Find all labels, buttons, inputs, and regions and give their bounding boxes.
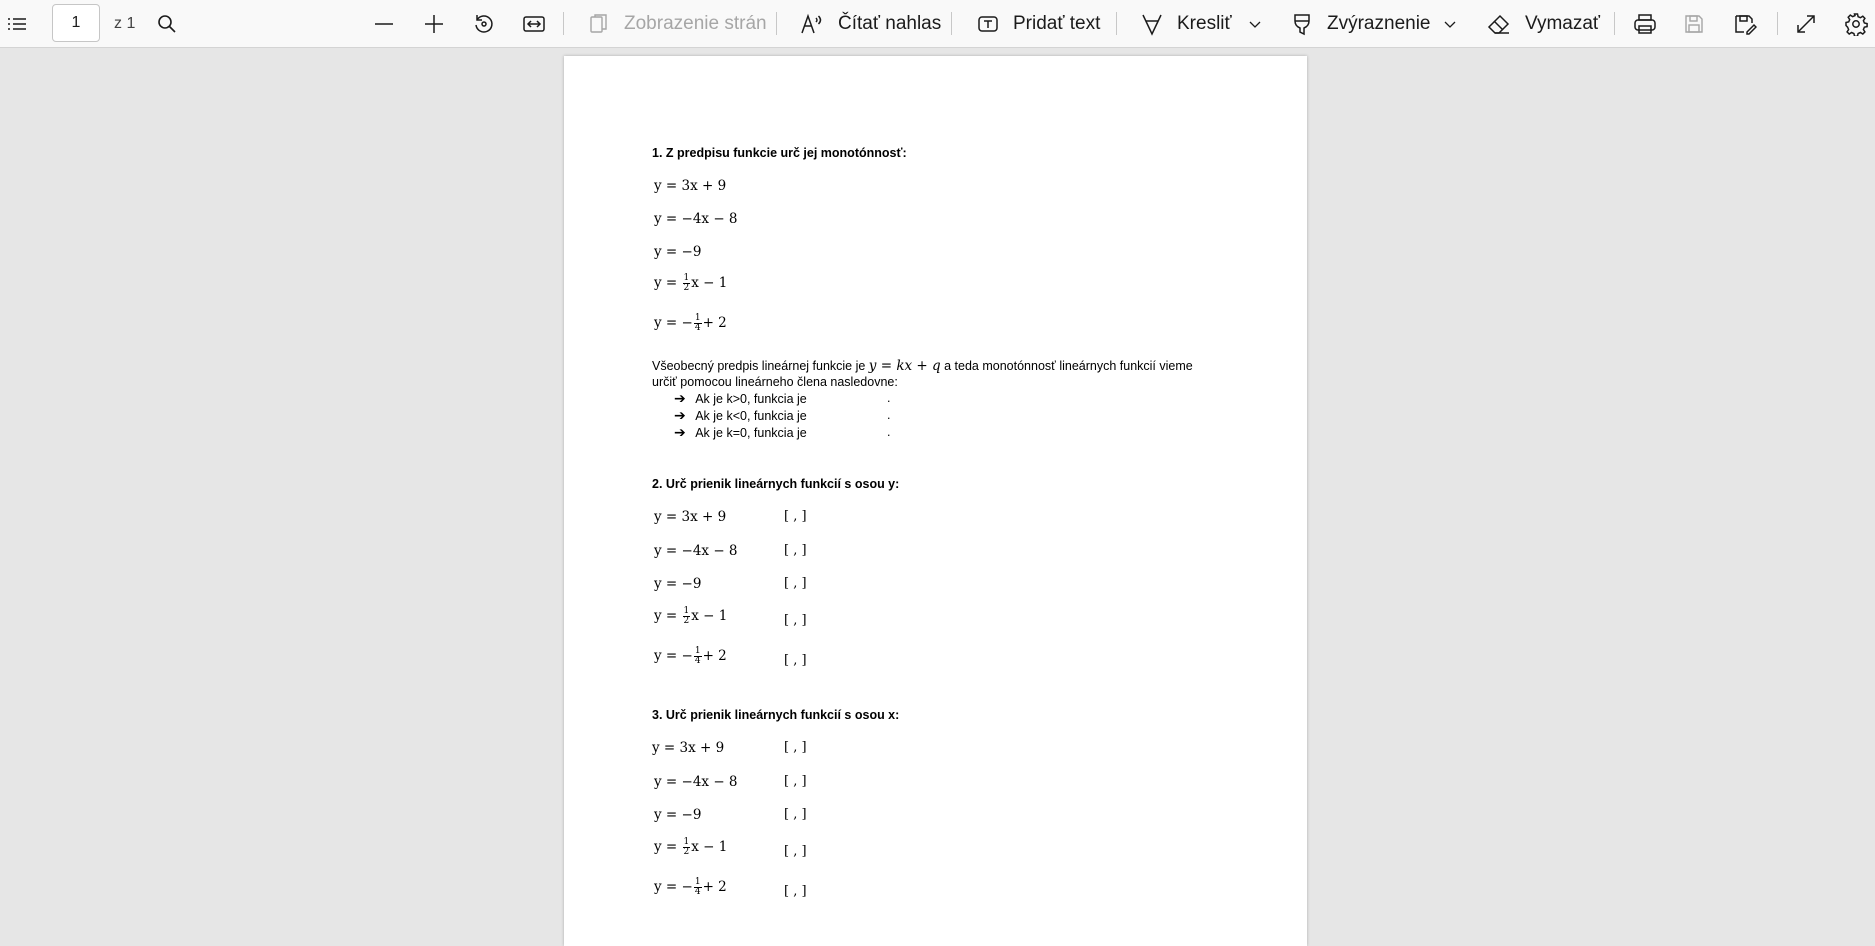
arrow-right-icon: ➔ bbox=[674, 425, 686, 441]
page-number-input[interactable] bbox=[52, 4, 100, 42]
rotate-icon[interactable] bbox=[472, 0, 496, 47]
fit-width-icon[interactable] bbox=[522, 0, 546, 47]
question-3-heading: 3. Urč prienik lineárnych funkcií s osou x: bbox=[652, 708, 900, 722]
toolbar-separator bbox=[1614, 12, 1615, 35]
erase-button[interactable] bbox=[1487, 0, 1600, 47]
page-view-icon bbox=[588, 13, 610, 35]
blank-end: . bbox=[887, 408, 891, 422]
equation: y = − $\frac{1}{4}$ + 2 bbox=[654, 877, 727, 897]
equation: y = −9 bbox=[654, 244, 702, 260]
highlight-button[interactable] bbox=[1291, 0, 1431, 47]
general-formula: y = kx + q bbox=[868, 358, 941, 374]
blank-end: . bbox=[887, 391, 891, 405]
add-text-label: Pridať text bbox=[1013, 12, 1101, 34]
toolbar-separator bbox=[563, 12, 564, 35]
draw-icon bbox=[1141, 12, 1163, 36]
answer-bracket: [ , ] bbox=[784, 884, 807, 899]
equation: y = $\frac{1}{2}$ x − 1 bbox=[654, 273, 728, 293]
toolbar-separator bbox=[1116, 12, 1117, 35]
save-as-icon[interactable] bbox=[1733, 0, 1757, 47]
equation: y = 3x + 9 bbox=[654, 178, 727, 194]
arrow-right-icon: ➔ bbox=[674, 408, 686, 424]
chevron-down-icon[interactable] bbox=[1443, 0, 1459, 47]
toolbar-separator bbox=[776, 12, 777, 35]
answer-bracket: [ , ] bbox=[784, 543, 807, 558]
pdf-toolbar bbox=[0, 0, 1875, 48]
zoom-out-icon[interactable] bbox=[373, 0, 395, 47]
toolbar-separator bbox=[1777, 12, 1778, 35]
answer-bracket: [ , ] bbox=[784, 807, 807, 822]
toolbar-separator bbox=[951, 12, 952, 35]
read-aloud-button[interactable] bbox=[800, 0, 941, 47]
read-aloud-icon bbox=[800, 13, 824, 35]
equation: y = 3x + 9 bbox=[654, 509, 727, 525]
erase-icon bbox=[1487, 13, 1511, 35]
answer-bracket: [ , ] bbox=[784, 613, 807, 628]
arrow-right-icon: ➔ bbox=[674, 391, 686, 407]
settings-icon[interactable] bbox=[1844, 0, 1868, 47]
explanation-line: Všeobecný predpis lineárnej funkcie je y = kx + q a teda monotónnosť lineárnych funkcií vieme bbox=[652, 358, 1193, 374]
answer-bracket: [ , ] bbox=[784, 509, 807, 524]
answer-bracket: [ , ] bbox=[784, 844, 807, 859]
equation: y = −4x − 8 bbox=[654, 774, 738, 790]
equation: y = −9 bbox=[654, 807, 702, 823]
equation: y = −4x − 8 bbox=[654, 211, 738, 227]
chevron-down-icon[interactable] bbox=[1248, 0, 1264, 47]
add-text-button[interactable] bbox=[977, 0, 1100, 47]
answer-bracket: [ , ] bbox=[784, 576, 807, 591]
equation: y = −9 bbox=[654, 576, 702, 592]
highlight-icon bbox=[1291, 12, 1313, 36]
equation: y = − $\frac{1}{4}$ + 2 bbox=[654, 313, 727, 333]
page-view-label: Zobrazenie strán bbox=[624, 12, 767, 34]
equation: y = $\frac{1}{2}$ x − 1 bbox=[654, 606, 728, 626]
equation: y = −4x − 8 bbox=[654, 543, 738, 559]
draw-label: Kresliť bbox=[1177, 12, 1232, 34]
print-icon[interactable] bbox=[1633, 0, 1657, 47]
list-item: ➔ Ak je k>0, funkcia je bbox=[674, 391, 807, 407]
list-item: ➔ Ak je k=0, funkcia je bbox=[674, 425, 807, 441]
question-1-heading: 1. Z predpisu funkcie urč jej monotónnosť: bbox=[652, 146, 907, 160]
list-item: ➔ Ak je k<0, funkcia je bbox=[674, 408, 807, 424]
answer-bracket: [ , ] bbox=[784, 740, 807, 755]
erase-label: Vymazať bbox=[1525, 12, 1601, 34]
question-2-heading: 2. Urč prienik lineárnych funkcií s osou y: bbox=[652, 477, 900, 491]
page-view-button bbox=[588, 0, 767, 47]
contents-icon[interactable] bbox=[6, 0, 30, 47]
highlight-label: Zvýraznenie bbox=[1327, 12, 1431, 34]
answer-bracket: [ , ] bbox=[784, 653, 807, 668]
read-aloud-label: Čítať nahlas bbox=[838, 12, 942, 34]
page-total-label: z 1 bbox=[114, 15, 136, 32]
equation: y = $\frac{1}{2}$ x − 1 bbox=[654, 837, 728, 857]
explanation-line: určiť pomocou lineárneho člena nasledovne: bbox=[652, 375, 898, 389]
save-icon bbox=[1683, 0, 1707, 47]
document-page bbox=[564, 56, 1307, 946]
search-icon[interactable] bbox=[156, 0, 180, 47]
blank-end: . bbox=[887, 425, 891, 439]
equation: y = 3x + 9 bbox=[652, 740, 725, 756]
equation: y = − $\frac{1}{4}$ + 2 bbox=[654, 646, 727, 666]
draw-button[interactable] bbox=[1141, 0, 1232, 47]
zoom-in-icon[interactable] bbox=[423, 0, 445, 47]
fullscreen-icon[interactable] bbox=[1795, 0, 1819, 47]
add-text-icon bbox=[977, 13, 999, 35]
answer-bracket: [ , ] bbox=[784, 774, 807, 789]
